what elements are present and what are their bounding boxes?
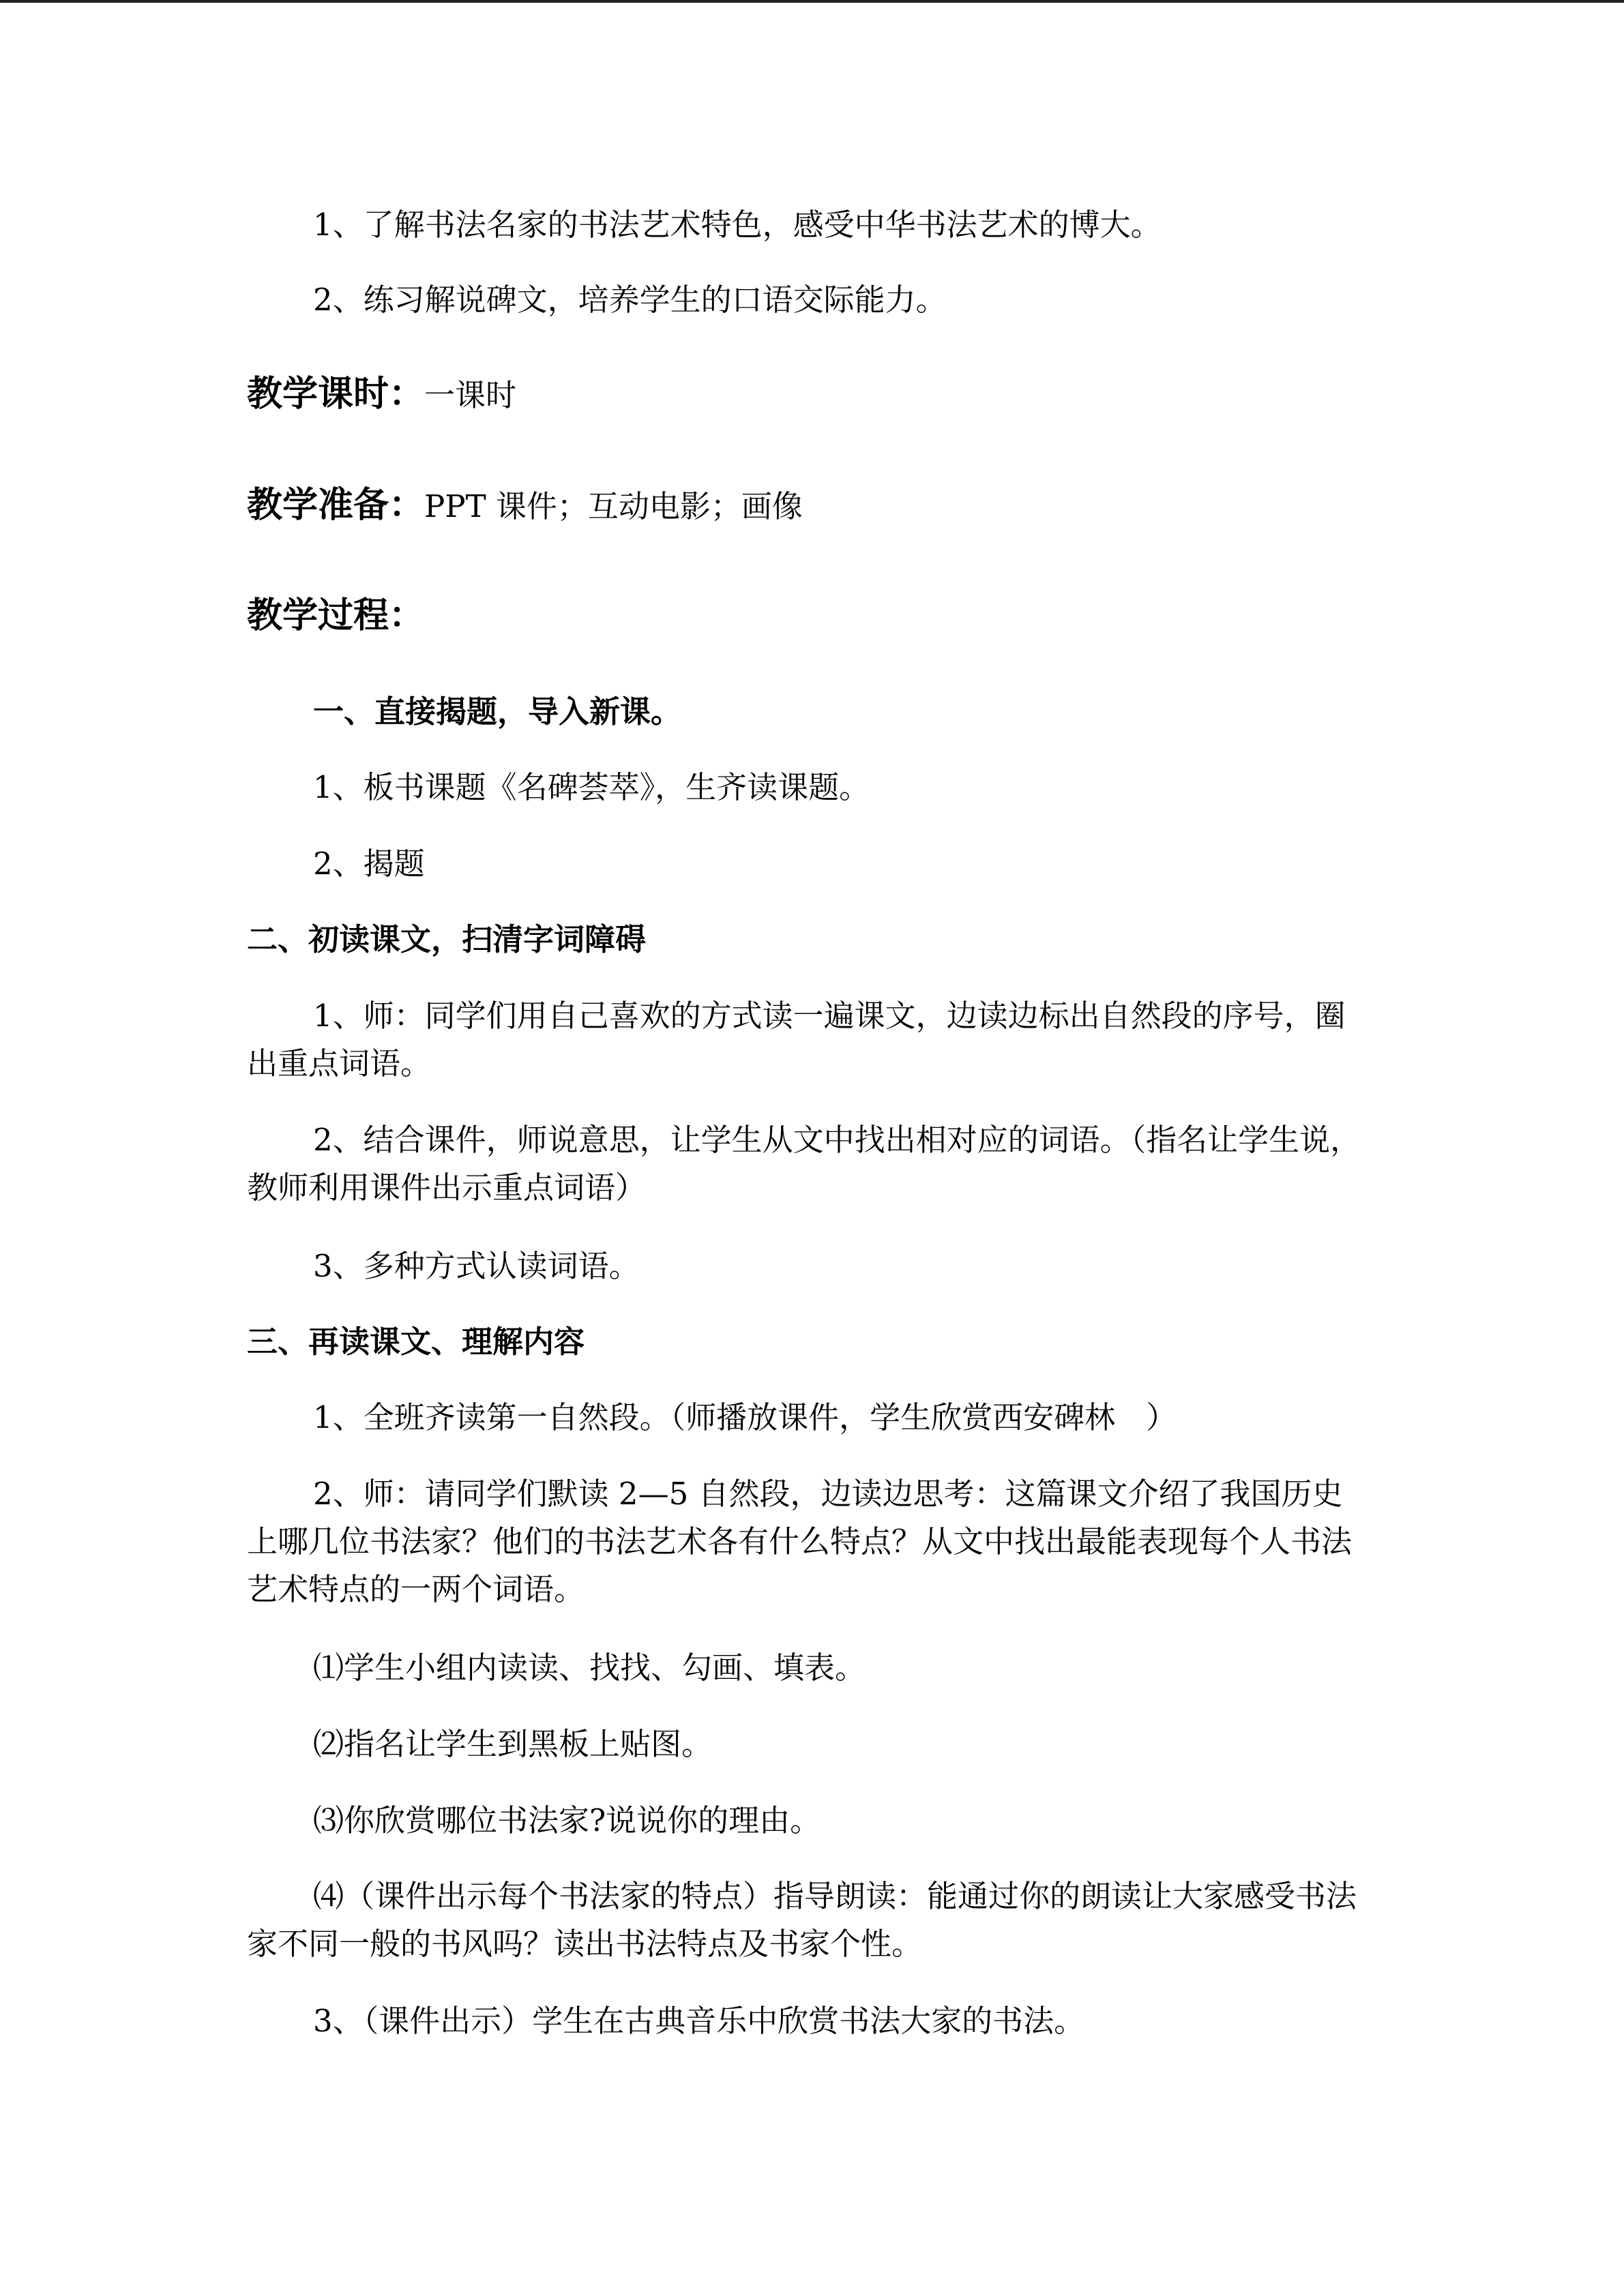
section-3-item-2: 2、师：请同学们默读 2—5 自然段，边读边思考：这篇课文介绍了我国历史上哪几位书法家？他们的书法艺术各有什么特点？从文中找出最能表现每个人书法艺术特点的一两个词语。 xyxy=(247,1476,1353,1607)
section-1-item-2: 2、揭题 xyxy=(313,846,425,882)
teaching-time-value: 一课时 xyxy=(424,377,517,413)
teaching-prep-value: PPT 课件；互动电影；画像 xyxy=(424,488,803,524)
objective-1: 1、了解书法名家的书法艺术特色，感受中华书法艺术的博大。 xyxy=(313,207,1162,243)
section-3-title: 三、再读课文、理解内容 xyxy=(247,1324,585,1360)
process-title: 教学过程： xyxy=(247,595,425,636)
objective-2: 2、练习解说碑文，培养学生的口语交际能力。 xyxy=(313,282,947,318)
section-3-item-4: ⑵指名让学生到黑板上贴图。 xyxy=(313,1726,713,1762)
section-3-item-7: 3、（课件出示）学生在古典音乐中欣赏书法大家的书法。 xyxy=(313,2003,1085,2039)
section-2-title: 二、初读课文，扫清字词障碍 xyxy=(247,921,647,957)
section-2-item-1: 1、师：同学们用自己喜欢的方式读一遍课文，边读边标出自然段的序号，圈出重点词语。 xyxy=(247,998,1346,1082)
section-2-item-2: 2、结合课件，师说意思，让学生从文中找出相对应的词语。（指名让学生说，教师利用课件出示重点词语） xyxy=(247,1122,1361,1206)
teaching-prep xyxy=(247,481,1372,531)
section-1-item-1: 1、板书课题《名碑荟萃》，生齐读课题。 xyxy=(313,769,870,805)
section-3-item-5: ⑶你欣赏哪位书法家?说说你的理由。 xyxy=(313,1802,821,1838)
section-3-item-1: 1、全班齐读第一自然段。（师播放课件，学生欣赏西安碑林 ） xyxy=(313,1399,1177,1435)
top-border xyxy=(0,0,1624,3)
section-2-item-3: 3、多种方式认读词语。 xyxy=(313,1248,640,1284)
teaching-time xyxy=(247,370,1372,419)
teaching-prep-label: 教学准备： xyxy=(247,485,425,526)
section-1-title: 一、直接揭题，导入新课。 xyxy=(313,694,682,730)
section-3-item-6: ⑷（课件出示每个书法家的特点）指导朗读：能通过你的朗读让大家感受书法家不同一般的书风吗？读出书法特点及书家个性。 xyxy=(247,1878,1357,1962)
section-3-item-3: ⑴学生小组内读读、找找、勾画、填表。 xyxy=(313,1650,866,1686)
teaching-time-label: 教学课时： xyxy=(247,374,425,415)
